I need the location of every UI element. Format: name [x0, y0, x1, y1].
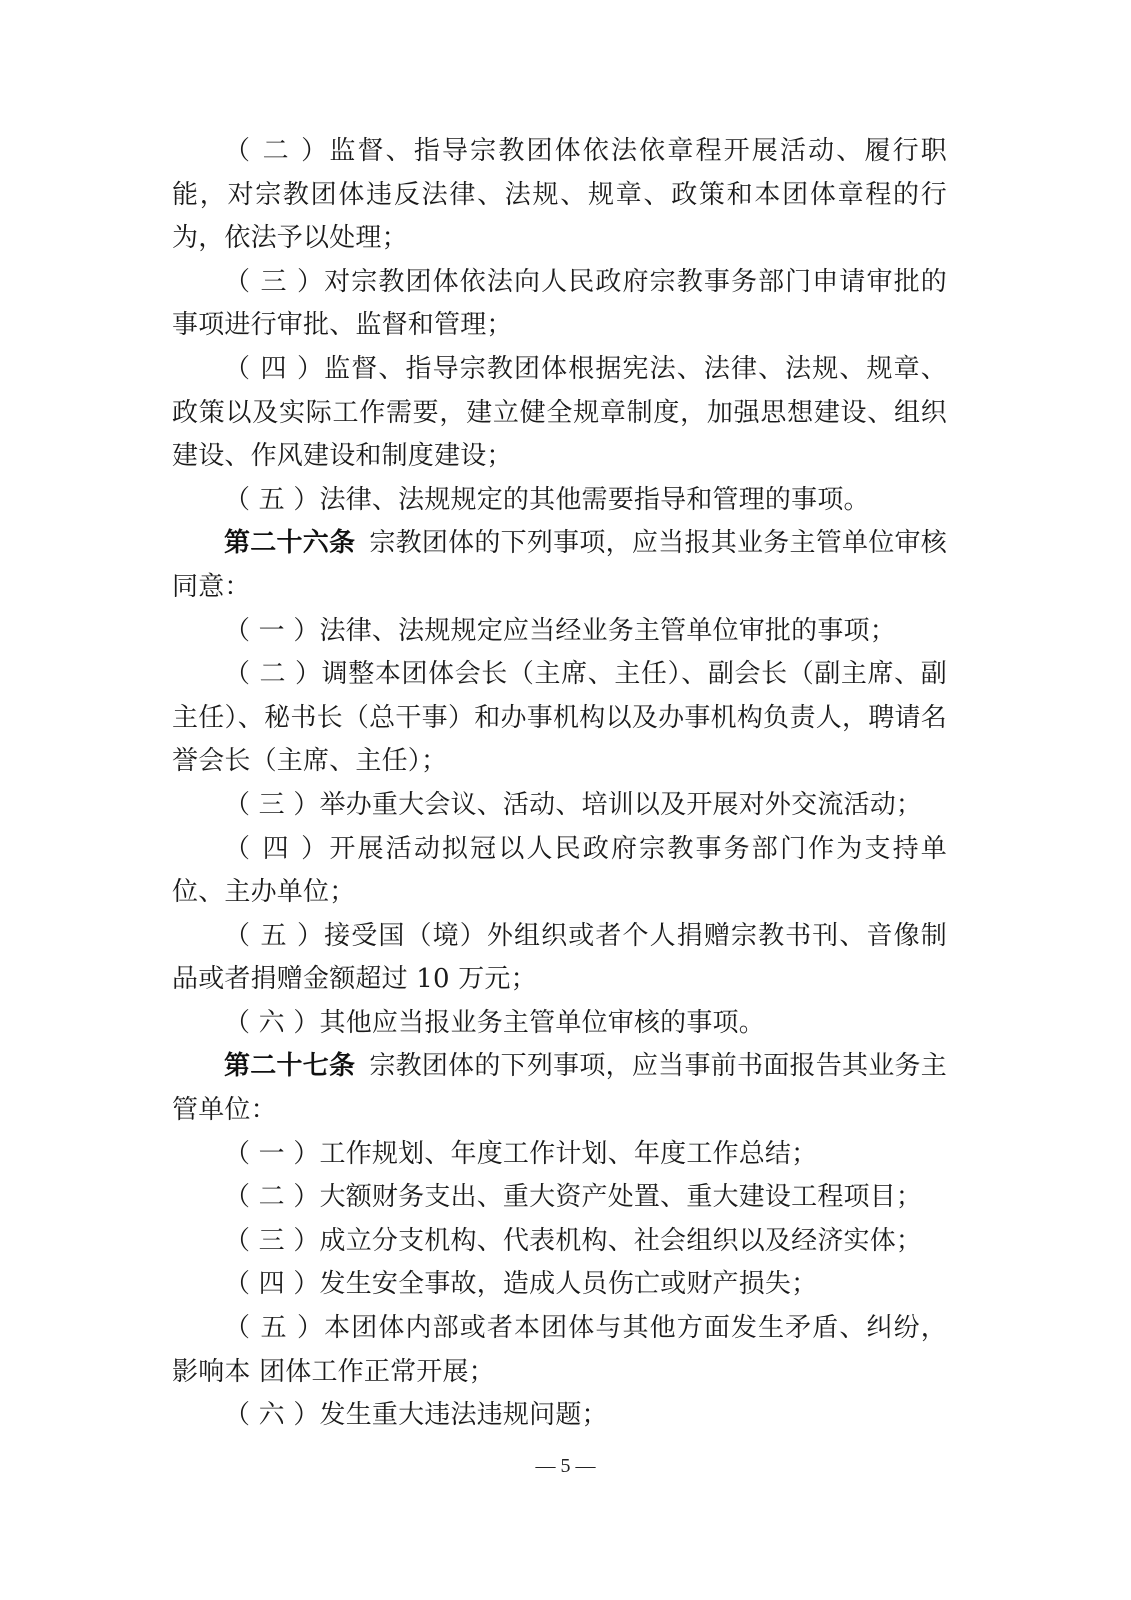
article-27 — [172, 1045, 947, 1132]
paragraph-text: （ 三 ）对宗教团体依法向人民政府宗教事务部门申请审批的事项进行审批、监督和管理； — [172, 266, 947, 341]
paragraph-text: 宗教团体的下列事项，应当事前书面报告其业务主管单位： — [172, 1051, 947, 1126]
paragraph — [172, 1220, 947, 1264]
paragraph — [172, 1002, 947, 1046]
article-heading: 第二十六条 — [224, 528, 356, 559]
paragraph-text: （ 一 ）法律、法规规定应当经业务主管单位审批的事项； — [224, 615, 896, 646]
paragraph-text: （ 四 ）监督、指导宗教团体根据宪法、法律、法规、规章、政策以及实际工作需要，建立健全规章制度，加强思想建设、组织建设、作风建设和制度建设； — [172, 353, 947, 472]
paragraph-text: （ 五 ）接受国（境）外组织或者个人捐赠宗教书刊、音像制品或者捐赠金额超过 10 万元； — [172, 920, 947, 995]
paragraph-text: （ 六 ）其他应当报业务主管单位审核的事项。 — [224, 1007, 765, 1038]
paragraph-text: （ 三 ）成立分支机构、代表机构、社会组织以及经济实体； — [224, 1225, 923, 1256]
paragraph-text: （ 五 ）法律、法规规定的其他需要指导和管理的事项。 — [224, 484, 870, 515]
paragraph-text: （ 四 ）发生安全事故，造成人员伤亡或财产损失； — [224, 1269, 818, 1300]
paragraph — [172, 261, 947, 348]
paragraph-text: （ 三 ）举办重大会议、活动、培训以及开展对外交流活动； — [224, 789, 923, 820]
paragraph — [172, 1263, 947, 1307]
paragraph-text: （ 一 ）工作规划、年度工作计划、年度工作总结； — [224, 1138, 818, 1169]
paragraph — [172, 1307, 947, 1394]
paragraph — [172, 479, 947, 523]
paragraph — [172, 348, 947, 479]
document-body — [172, 130, 947, 1438]
article-26 — [172, 522, 947, 609]
paragraph — [172, 915, 947, 1002]
paragraph-text: （ 二 ）监督、指导宗教团体依法依章程开展活动、履行职能，对宗教团体违反法律、法规、规章、政策和本团体章程的行为，依法予以处理； — [172, 136, 947, 254]
paragraph — [172, 1394, 947, 1438]
paragraph-text: （ 二 ）大额财务支出、重大资产处置、重大建设工程项目； — [224, 1182, 923, 1213]
paragraph — [172, 1133, 947, 1177]
paragraph — [172, 610, 947, 654]
article-heading: 第二十七条 — [224, 1051, 356, 1082]
paragraph — [172, 1176, 947, 1220]
paragraph-text: （ 六 ）发生重大违法违规问题； — [224, 1400, 608, 1431]
paragraph-text: （ 四 ）开展活动拟冠以人民政府宗教事务部门作为支持单位、主办单位； — [172, 833, 947, 908]
paragraph-text: （ 五 ）本团体内部或者本团体与其他方面发生矛盾、纠纷，影响本 团体工作正常开展； — [172, 1313, 947, 1387]
page-number: — 5 — — [535, 1455, 596, 1477]
paragraph — [172, 784, 947, 828]
paragraph — [172, 653, 947, 784]
paragraph — [172, 130, 947, 261]
paragraph — [172, 828, 947, 915]
paragraph-text: （ 二 ）调整本团体会长（主席、主任）、副会长（副主席、副主任）、秘书长（总干事）和办事机构以及办事机构负责人，聘请名誉会长（主席、主任）； — [172, 659, 947, 777]
paragraph-text: 宗教团体的下列事项，应当报其业务主管单位审核同意： — [172, 528, 947, 602]
